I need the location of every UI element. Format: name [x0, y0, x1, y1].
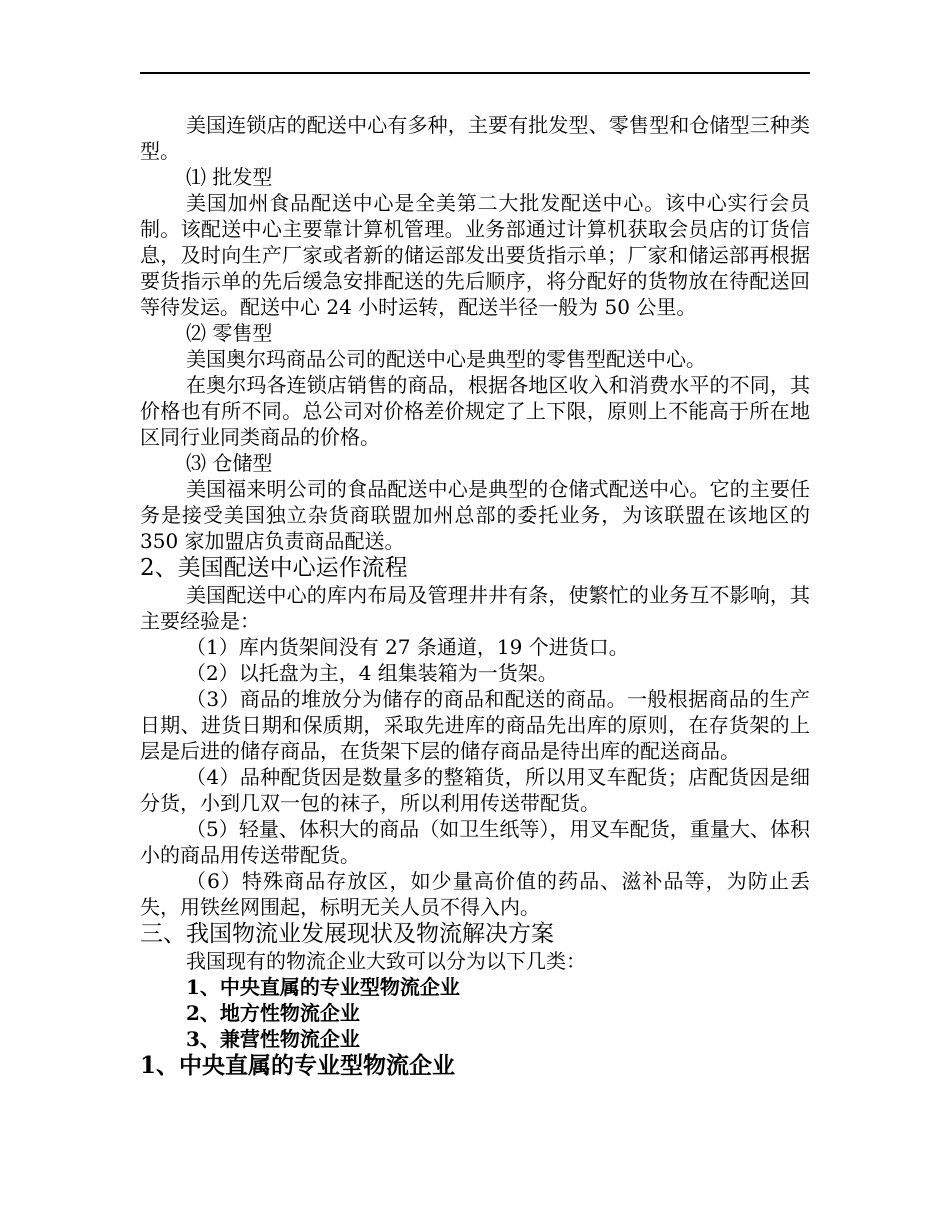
- list-item-5: （5）轻量、体积大的商品（如卫生纸等），用叉车配货，重量大、体积小的商品用传送带配货。: [140, 817, 810, 867]
- list-item-2: （2）以托盘为主，4 组集装箱为一货架。: [186, 661, 558, 685]
- list-item-3: （3）商品的堆放分为储存的商品和配送的商品。一般根据商品的生产日期、进货日期和保质期，采取先进库的商品先出库的原则，在存货架的上层是后进的储存商品，在货架下层的储存商品是待出库的配送商品。: [140, 687, 810, 763]
- paragraph-wholesale: 美国加州食品配送中心是全美第二大批发配送中心。该中心实行会员制。该配送中心主要靠计算机管理。业务部通过计算机获取会员店的订货信息，及时向生产厂家或者新的储运部发出要货指示单；厂家和储运部再根据要货指示单的先后缓急安排配送的先后顺序，将分配好的货物放在待配送回等待发运。配送中心 24 小时运转，配送半径一般为 50 公里。: [140, 191, 810, 319]
- section-heading-4: 1、中央直属的专业型物流企业: [140, 1052, 456, 1079]
- list-item-6: （6）特殊商品存放区，如少量高价值的药品、滋补品等，为防止丢失，用铁丝网围起，标明无关人员不得入内。: [140, 869, 810, 919]
- paragraph-intro: 美国连锁店的配送中心有多种，主要有批发型、零售型和仓储型三种类型。: [140, 113, 810, 163]
- category-item-1: 1、中央直属的专业型物流企业: [186, 975, 460, 999]
- document-body: [140, 112, 810, 1080]
- list-item-1: （1）库内货架间没有 27 条通道，19 个进货口。: [186, 635, 629, 659]
- category-item-3: 3、兼营性物流企业: [186, 1027, 360, 1051]
- paragraph-retail-1: 美国奥尔玛商品公司的配送中心是典型的零售型配送中心。: [186, 347, 706, 371]
- header-rule: [140, 72, 810, 74]
- paragraph-china-intro: 我国现有的物流企业大致可以分为以下几类：: [186, 949, 586, 973]
- subheading-retail: ⑵ 零售型: [186, 321, 273, 345]
- section-heading-3: 三、我国物流业发展现状及物流解决方案: [140, 921, 554, 947]
- paragraph-retail-2: 在奥尔玛各连锁店销售的商品，根据各地区收入和消费水平的不同，其价格也有所不同。总公司对价格差价规定了上下限，原则上不能高于所在地区同行业同类商品的价格。: [140, 373, 810, 449]
- list-item-4: （4）品种配货因是数量多的整箱货，所以用叉车配货；店配货因是细分货，小到几双一包的袜子，所以利用传送带配货。: [140, 765, 810, 815]
- paragraph-operation: 美国配送中心的库内布局及管理井井有条，使繁忙的业务互不影响，其主要经验是：: [140, 583, 810, 633]
- section-heading-2: 2、美国配送中心运作流程: [140, 555, 408, 581]
- subheading-wholesale: ⑴ 批发型: [186, 165, 273, 189]
- subheading-warehouse: ⑶ 仓储型: [186, 451, 273, 475]
- paragraph-warehouse: 美国福来明公司的食品配送中心是典型的仓储式配送中心。它的主要任务是接受美国独立杂货商联盟加州总部的委托业务，为该联盟在该地区的 350 家加盟店负责商品配送。: [140, 477, 810, 553]
- category-item-2: 2、地方性物流企业: [186, 1001, 360, 1025]
